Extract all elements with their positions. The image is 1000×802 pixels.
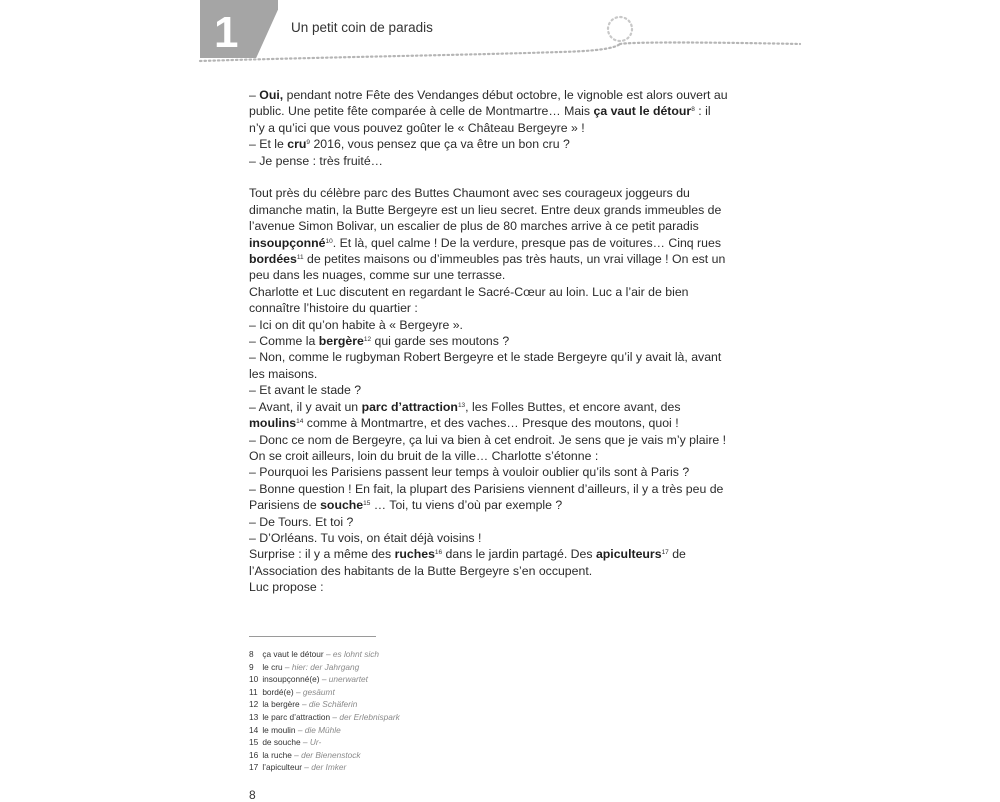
paragraph: – Pourquoi les Parisiens passent leur temps à vouloir oublier qu’ils sont à Paris ? bbox=[249, 465, 690, 480]
paragraph: – De Tours. Et toi ? bbox=[249, 514, 354, 529]
footnote: 17 l’apiculteur – der Imker bbox=[249, 762, 347, 773]
footnote-divider bbox=[249, 636, 376, 637]
footnote: 14 le moulin – die Mühle bbox=[249, 724, 341, 735]
paragraph: – D’Orléans. Tu vois, on était déjà voisins ! bbox=[249, 530, 482, 545]
paragraph: – Bonne question ! En fait, la plupart des Parisiens viennent d’ailleurs, il y a très peu de Parisiens de souche$^{15}$ … Toi, tu viens d’où par exemple ? bbox=[249, 481, 724, 513]
paragraph: – Ici on dit qu’on habite à « Bergeyre ». bbox=[249, 317, 463, 332]
paragraph: – Et avant le stade ? bbox=[249, 383, 362, 398]
chapter-number: 1 bbox=[214, 8, 239, 57]
paragraph: – Et le cru$^9$ 2016, vous pensez que ça va être un bon cru ? bbox=[249, 137, 570, 152]
footnote: 12 la bergère – die Schäferin bbox=[249, 699, 358, 710]
paragraph: Charlotte et Luc discutent en regardant le Sacré-Cœur au loin. Luc a l’air de bien connaître l’histoire du quartier : bbox=[249, 284, 689, 316]
footnotes bbox=[249, 648, 549, 774]
footnote: 13 le parc d’attraction – der Erlebnispark bbox=[249, 711, 400, 722]
footnote: 15 de souche – Ur- bbox=[249, 737, 322, 748]
header-dotted-decoration bbox=[0, 0, 1000, 70]
footnote: 11 bordé(e) – gesäumt bbox=[249, 686, 335, 697]
paragraph: Luc propose : bbox=[249, 580, 324, 595]
footnote: 9 le cru – hier: der Jahrgang bbox=[249, 661, 360, 672]
paragraph: – Je pense : très fruité… bbox=[249, 153, 383, 168]
paragraph: – Oui, pendant notre Fête des Vendanges début octobre, le vignoble est alors ouvert au public. Une petite fête comparée à celle de Montmartre… Mais ça vaut le détour$^8$ : il n’y a qu’ici que vous pouvez goûter le « Château Bergeyre » ! bbox=[249, 88, 728, 135]
footnote: 8 ça vaut le détour – es lohnt sich bbox=[249, 649, 380, 659]
paragraph: – Non, comme le rugbyman Robert Bergeyre et le stade Bergeyre qu’il y avait là, avant les maisons. bbox=[249, 350, 722, 381]
page-number: 8 bbox=[249, 788, 256, 802]
chapter-title: Un petit coin de paradis bbox=[291, 20, 433, 35]
paragraph: – Donc ce nom de Bergeyre, ça lui va bien à cet endroit. Je sens que je vais m’y plaire ! On se croit ailleurs, loin du bruit de la ville… Charlotte s’étonne : bbox=[249, 432, 727, 463]
body-text bbox=[249, 87, 729, 596]
paragraph: Tout près du célèbre parc des Buttes Chaumont avec ses courageux joggeurs du dimanche matin, la Butte Bergeyre est un lieu secret. Entre deux grands immeubles de l’avenue Simon Bolivar, un escalier de plus de 80 marches arrive à ce petit paradis insoupçonné$^{10}$. Et là, quel calme ! De la verdure, presque pas de voitures… Cinq rues bordées$^{11}$ de petites maisons ou d’immeubles pas très hauts, un vrai village ! On est un peu dans les nuages, comme sur une terrasse. bbox=[249, 186, 726, 283]
paragraph: – Comme la bergère$^{12}$ qui garde ses moutons ? bbox=[249, 334, 510, 349]
paragraph: – Avant, il y avait un parc d’attraction$^{13}$, les Folles Buttes, et encore avant, des moulins$^{14}$ comme à Montmartre, et des vaches… Presque des moutons, quoi ! bbox=[249, 399, 681, 431]
paragraph: Surprise : il y a même des ruches$^{16}$ dans le jardin partagé. Des apiculteurs$^{17}$ de l’Association des habitants de la Butte Bergeyre s’en occupent. bbox=[249, 547, 686, 578]
footnote: 10 insoupçonné(e) – unerwartet bbox=[249, 674, 368, 685]
footnote: 16 la ruche – der Bienenstock bbox=[249, 749, 361, 760]
